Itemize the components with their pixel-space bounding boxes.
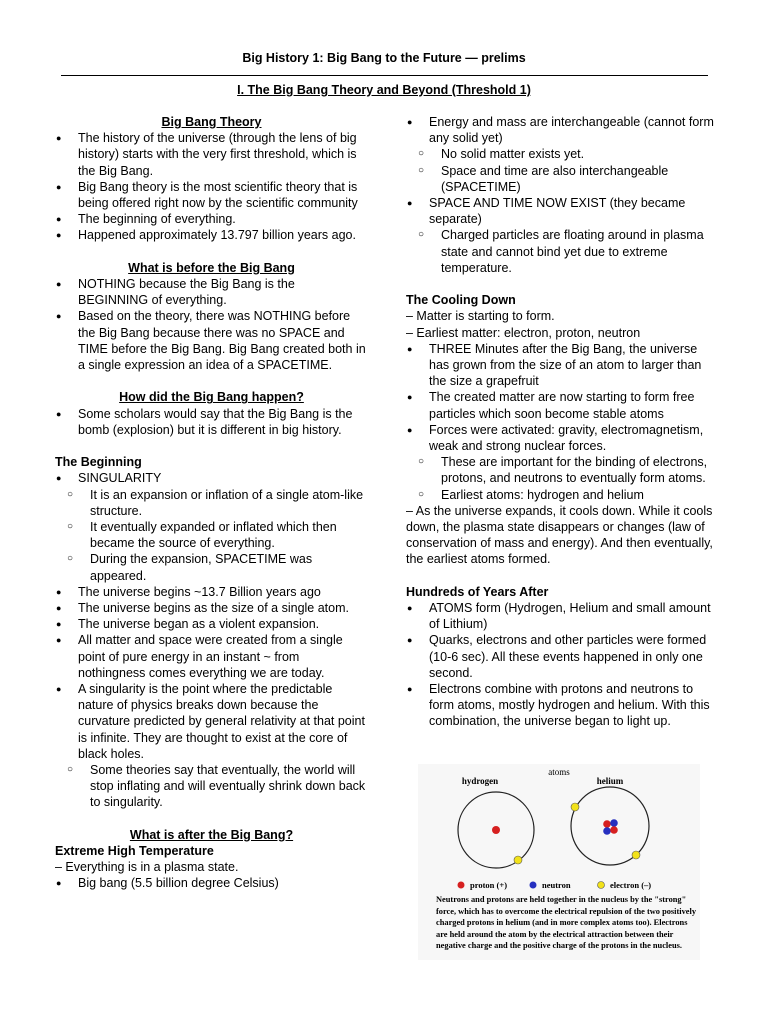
hydrogen-electron: [514, 856, 522, 864]
title-divider: [61, 75, 708, 76]
plasma-line: – Everything is in a plasma state.: [55, 860, 239, 875]
sub-list-item: ○ Some theories say that eventually, the world will stop inflating and will eventually shrink down back to singularity.: [55, 762, 368, 811]
atoms-figure: [418, 764, 700, 960]
sub-list-item: ○ During the expansion, SPACETIME was appeared.: [55, 551, 368, 583]
how-list: [55, 406, 368, 438]
label-hydrogen: hydrogen: [461, 776, 499, 786]
right-column: [406, 114, 718, 730]
list-item: ● Based on the theory, there was NOTHING before the Big Bang because there was no SPACE and TIME before the Big Bang. Big Bang created both in a single expression an idea of a SPACETIME.: [55, 308, 368, 373]
label-helium: helium: [596, 776, 624, 786]
list-item: ● Quarks, electrons and other particles were formed (10-6 sec). All these events happened in only one second.: [406, 632, 718, 681]
figure-caption: Neutrons and protons are held together in the nucleus by the "strong" force, which has to overcome the electrical repulsion of the two positively charged protons in helium (and in more complex atoms too). Electrons are held around the atom by the electrical attraction between their negative charge and the positive charge of the protons in the nucleus.: [436, 895, 697, 950]
list-item: ● Big Bang theory is the most scientific theory that is being offered right now by the scientific community: [55, 179, 368, 211]
helium-neutron: [610, 819, 618, 827]
sub-list-item: ○ Charged particles are floating around in plasma state and cannot bind yet due to extreme temperature.: [406, 227, 718, 276]
section-title: I. The Big Bang Theory and Beyond (Threshold 1): [237, 83, 531, 97]
heading-cooling-down: The Cooling Down: [406, 293, 516, 308]
sub-list-item: ○ It is an expansion or inflation of a single atom-like structure.: [55, 487, 368, 519]
list-item: ● The created matter are now starting to form free particles which soon become stable atoms: [406, 389, 718, 421]
list-item: ● Big bang (5.5 billion degree Celsius): [55, 875, 368, 891]
heading-the-beginning: The Beginning: [55, 455, 142, 470]
hundreds-list: [406, 600, 718, 730]
list-item: ● THREE Minutes after the Big Bang, the universe has grown from the size of an atom to larger than the size a grapefruit: [406, 341, 718, 390]
helium-proton: [603, 820, 611, 828]
heading-how-big-bang: How did the Big Bang happen?: [119, 390, 304, 405]
list-item: ● The universe begins ~13.7 Billion years ago: [55, 584, 368, 600]
list-item: ● NOTHING because the Big Bang is the BEGINNING of everything.: [55, 276, 368, 308]
sub-list-item: ○ Space and time are also interchangeable (SPACETIME): [406, 163, 718, 195]
list-item: ● Some scholars would say that the Big Bang is the bomb (explosion) but it is different in big history.: [55, 406, 368, 438]
extreme-list: [55, 875, 368, 891]
sub-list-item: ○ It eventually expanded or inflated which then became the source of everything.: [55, 519, 368, 551]
helium-electron: [632, 851, 640, 859]
heading-before-big-bang: What is before the Big Bang: [128, 260, 295, 275]
left-column: [55, 114, 368, 892]
list-item: ● A singularity is the point where the predictable nature of physics breaks down because the curvature predicted by general relativity at that point is infinite. They are thought to exist at the core of black holes.: [55, 681, 368, 762]
legend-neutron-dot: [530, 882, 537, 889]
list-item: ● The universe began as a violent expansion.: [55, 616, 368, 632]
legend-neutron: neutron: [542, 880, 571, 890]
cooling-line: – Earliest matter: electron, proton, neutron: [406, 325, 641, 340]
list-item: ● Electrons combine with protons and neutrons to form atoms, mostly hydrogen and helium. With this combination, the universe began to light up.: [406, 681, 718, 730]
theory-list: [55, 130, 368, 243]
beginning-list: [55, 470, 368, 810]
list-item: ● SPACE AND TIME NOW EXIST (they became separate): [406, 195, 718, 227]
cooling-paragraph: – As the universe expands, it cools down. While it cools down, the plasma state disappears or changes (law of conservation of mass and energy). And then eventually, the earliest atoms formed.: [406, 503, 713, 567]
cooling-line: – Matter is starting to form.: [406, 309, 555, 324]
heading-extreme-temperature: Extreme High Temperature: [55, 844, 214, 859]
helium-proton: [610, 826, 618, 834]
list-item: ● The history of the universe (through the lens of big history) starts with the very first threshold, which is the Big Bang.: [55, 130, 368, 179]
legend-proton: proton (+): [470, 880, 508, 890]
legend-proton-dot: [458, 882, 465, 889]
helium-electron: [571, 803, 579, 811]
before-list: [55, 276, 368, 373]
heading-hundreds-years: Hundreds of Years After: [406, 584, 549, 599]
list-item: ● ATOMS form (Hydrogen, Helium and small amount of Lithium): [406, 600, 718, 632]
sub-list-item: ○ Earliest atoms: hydrogen and helium: [406, 487, 718, 503]
cooling-list: [406, 341, 718, 503]
list-item: ● The universe begins as the size of a single atom.: [55, 600, 368, 616]
energy-list: [406, 114, 718, 276]
list-item: ● SINGULARITY: [55, 470, 368, 486]
list-item: ● Forces were activated: gravity, electromagnetism, weak and strong nuclear forces.: [406, 422, 718, 454]
heading-big-bang-theory: Big Bang Theory: [161, 115, 262, 129]
hydrogen-proton: [492, 826, 500, 834]
figure-title: atoms: [548, 767, 570, 777]
helium-neutron: [603, 827, 611, 835]
list-item: ● Happened approximately 13.797 billion years ago.: [55, 227, 368, 243]
heading-after-big-bang: What is after the Big Bang?: [129, 827, 294, 842]
list-item: ● The beginning of everything.: [55, 211, 368, 227]
legend-electron-dot: [598, 882, 605, 889]
list-item: ● Energy and mass are interchangeable (cannot form any solid yet): [406, 114, 718, 146]
sub-list-item: ○ These are important for the binding of electrons, protons, and neutrons to eventually form atoms.: [406, 454, 718, 486]
list-item: ● All matter and space were created from a single point of pure energy in an instant ~ from nothingness comes everything we are today.: [55, 632, 368, 681]
legend-electron: electron (–): [610, 880, 652, 890]
sub-list-item: ○ No solid matter exists yet.: [406, 146, 718, 162]
document-title: Big History 1: Big Bang to the Future — prelims: [242, 51, 526, 65]
